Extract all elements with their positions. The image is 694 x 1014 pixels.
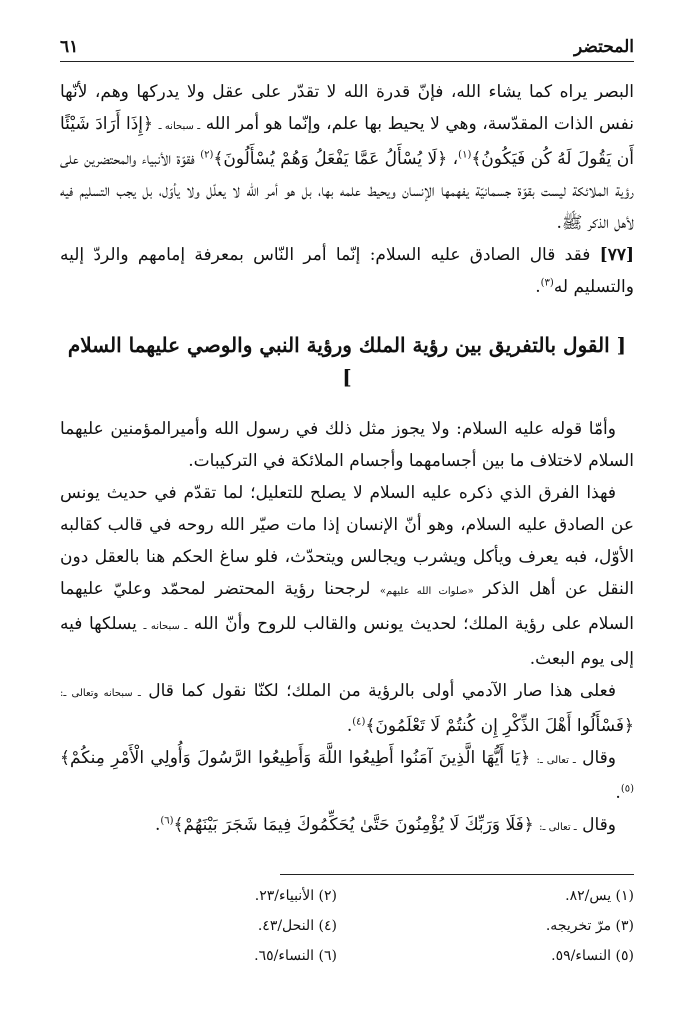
paragraph-3: وأمّا قوله عليه السلام: ولا يجوز مثل ذلك في رسول الله وأميرالمؤمنين عليهما السلام لاختلاف ما بين أجسامهما وأجسام الملائكة في التركيبات. (60, 419, 634, 471)
footnote-5: (٥) النساء/٥٩. (551, 948, 634, 964)
quran-verse: ﴿يَا أَيُّهَا الَّذِينَ آمَنُوا أَطِيعُوا اللَّهَ وَأَطِيعُوا الرَّسُولَ وَأُولِي الْأَمْرِ مِنكُمْ﴾ (60, 748, 531, 768)
footnote-ref: (٥) (620, 783, 634, 795)
footnote-ref: (٦) (160, 815, 174, 827)
footnote-6: (٦) النساء/٦٥. (254, 948, 337, 964)
quran-verse: ﴿لَا يُسْأَلُ عَمَّا يَفْعَلُ وَهُمْ يُسْأَلُونَ﴾ (213, 149, 448, 169)
honorific: ـ سبحانه ـ (158, 121, 201, 132)
footnote-4: (٤) النحل/٤٣. (257, 918, 337, 934)
footnote-divider (280, 874, 634, 875)
running-title: المحتضر (574, 37, 634, 57)
honorific: ـ تعالى ـ: (539, 822, 577, 833)
paragraph-5: فعلى هذا صار الآدمي أولى بالرؤية من الملك؛ لكنّا نقول كما قال ـ سبحانه وتعالى ـ: ﴿فَسْأَلُوا أَهْلَ الذِّكْرِ إِن كُنتُمْ لَا تَعْلَمُونَ﴾$^{(٤)}$. (60, 681, 634, 736)
honorific: «صلوات الله عليهم» (379, 586, 474, 597)
footnote-1: (١) يس/٨٢. (565, 888, 634, 904)
paragraph-number: [٧٧] (599, 245, 634, 265)
footnote-ref: (٤) (352, 716, 366, 728)
quran-verse: ﴿فَسْأَلُوا أَهْلَ الذِّكْرِ إِن كُنتُمْ لَا تَعْلَمُونَ﴾ (365, 716, 634, 736)
footnotes (60, 884, 634, 968)
paragraph-4: فهذا الفرق الذي ذكره عليه السلام لا يصلح للتعليل؛ لما تقدّم في حديث يونس عن الصادق عليه السلام، وهو أنّ الإنسان إذا مات صيّر الله روحه في قالب كقالبه الأوّل، فبه يعرف ويأكل ويشرب ويجالس ويتحدّث، فلو ساغ الحكم هنا بالعقل دون النقل عن أهل الذكر «صلوات الله عليهم» لرجحنا رؤية المحتضر لمحمّد وعليّ عليهما السلام على رؤية الملك؛ لحديث يونس والقالب للروح وأنّ الله ـ سبحانه ـ يسلكها فيه إلى يوم البعث. (60, 483, 635, 669)
paragraph-1: البصر يراه كما يشاء الله، فإنّ قدرة الله لا تقدّر على عقل ولا يدركها وهم، لأنّها نفس الذات المقدّسة، وهي لا يحيط بها علم، وإنّما هو أمر الله ـ سبحانه ـ ﴿إِذَا أَرَادَ شَيْئًا أَن يَقُولَ لَهُ كُن فَيَكُونُ﴾$^{(١)}$، ﴿لَا يُسْأَلُ عَمَّا يَفْعَلُ وَهُمْ يُسْأَلُونَ﴾$^{(٢)}$ فقوّة الأنبياء والمحتضرين على رؤية الملائكة ليست بقوّة جسمانيّة يفهمها الإنسان ويحيط علمه بها، بل هو أمر الله لا يعلّل ولا يأوّل، بل يجب التسليم فيه لأهل الذكر ﷺ. (60, 82, 635, 233)
footnote-ref: (٢) (200, 149, 214, 161)
quran-verse: ﴿فَلَا وَرَبِّكَ لَا يُؤْمِنُونَ حَتَّىٰ يُحَكِّمُوكَ فِيمَا شَجَرَ بَيْنَهُمْ﴾ (173, 815, 534, 835)
section-heading: [ القول بالتفريق بين رؤية الملك ورؤية النبي والوصي عليهما السلام ] (67, 333, 627, 389)
main-text (60, 76, 634, 844)
paragraph-6: وقال ـ تعالى ـ: ﴿يَا أَيُّهَا الَّذِينَ آمَنُوا أَطِيعُوا اللَّهَ وَأَطِيعُوا الرَّسُولَ وَأُولِي الْأَمْرِ مِنكُمْ﴾$^{(٥)}$. (60, 748, 634, 803)
quran-verse: ﴿إِذَا أَرَادَ شَيْئًا أَن يَقُولَ لَهُ كُن فَيَكُونُ﴾ (60, 114, 634, 169)
footnote-ref: (٣) (540, 277, 554, 289)
paragraph-7: وقال ـ تعالى ـ: ﴿فَلَا وَرَبِّكَ لَا يُؤْمِنُونَ حَتَّىٰ يُحَكِّمُوكَ فِيمَا شَجَرَ بَيْنَهُمْ﴾$^{(٦)}$. (154, 815, 616, 835)
honorific: ـ سبحانه ـ (143, 621, 188, 632)
footnote-2: (٢) الأنبياء/٢٣. (254, 888, 337, 904)
footnote-3: (٣) مرّ تخريجه. (545, 918, 634, 934)
honorific: ـ سبحانه وتعالى ـ: (60, 688, 141, 699)
page-number: ٦١ (60, 37, 79, 57)
paragraph-2: [٧٧] فقد قال الصادق عليه السلام: إنّما أمر النّاس بمعرفة إمامهم والردّ إليه والتسليم له$^{(٣)}$. (60, 245, 634, 297)
page-header (60, 22, 634, 62)
honorific: ـ تعالى ـ: (536, 755, 576, 766)
footnote-ref: (١) (458, 149, 472, 161)
